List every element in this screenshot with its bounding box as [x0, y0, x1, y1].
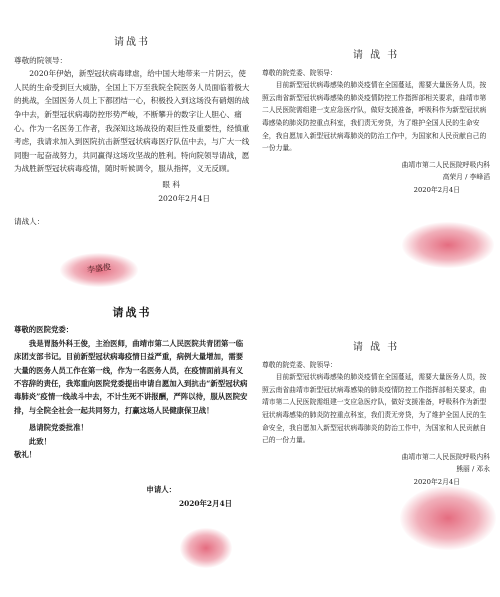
date: 2020年2月4日	[413, 185, 460, 194]
department: 眼 科	[162, 179, 180, 189]
letter-body: 目前新型冠状病毒感染的肺炎疫情在全国蔓延，需要大量医务人员，按照云南省曲靖市新型冠状病毒感染的肺炎疫情防控工作指挥部相关要求，曲靖市第二人民医院需组建一支应急医疗队，做好支援准备，呼吸科作为新型冠状病毒感染的肺炎防控重点科室，我们责无旁贷，为了维护全国人民的生命安全，我自愿加入新型冠状病毒肺炎的防治工作中，为国家和人民贡献自己的一份力量。	[262, 373, 487, 445]
closing-salute: 敬礼！	[14, 450, 37, 460]
closing-ci-zhi: 此致！	[28, 436, 51, 446]
letter-title: 请战书	[114, 37, 150, 48]
signature-fingerprint	[180, 528, 232, 568]
letter-bottom-left	[14, 306, 250, 510]
organization: 曲靖市第二人民医院呼吸内科	[401, 160, 490, 169]
applicant-label: 申请人：	[146, 485, 176, 495]
letter-title: 请 战 书	[352, 342, 400, 353]
closing-request: 恳请院党委批准！	[28, 423, 88, 433]
fingerprint-stamp	[400, 486, 496, 550]
organization: 曲靖市第二人民医院呼吸内科	[401, 452, 490, 461]
date: 2020年2月4日	[178, 498, 232, 508]
letter-body: 目前新型冠状病毒感染的肺炎疫情在全国蔓延，需要大量医务人员，按照云南省新型冠状病毒感染的肺炎疫情防控工作指挥部相关要求，曲靖市第二人民医院需组建一支应急医疗队，做好支援准备，呼吸科作为新型冠状病毒感染的肺炎防控重点科室，我们责无旁贷，为了维护全国人民的生命安全，我自愿加入新型冠状病毒肺炎的防治工作中，为国家和人民贡献自己的一份力量。	[262, 81, 487, 153]
fingerprint-stamp	[402, 222, 494, 268]
letter-title: 请战书	[112, 306, 152, 319]
date: 2020年2月4日	[158, 193, 210, 203]
letter-top-left	[14, 36, 250, 229]
salutation: 尊敬的院党委、院领导：	[262, 68, 337, 77]
letter-body: 2020年伊始，新型冠状病毒肆虐，给中国大地带来一片阴云，使人民的生命受到巨大威胁，全国上下万至我院全院医务人员面临着极大的挑战，全国医务人员上下都团结一心，积极投入到这场没有硝烟的战争中去，新型冠状病毒防控形势严峻，不断攀升的数字让人胆心、痛心。作为一名医务工作者，我深知这场战役的艰巨性及重要性，经慎重考虑，我请求加入到医院抗击新型冠状病毒医疗队伍中去，与广大一线同胞一起奋战努力，共同赢得这场攻坚战的胜利。特向院领导请战，愿为战胜新型冠状病毒疫情，随时听候调令，服从指挥，义无反顾。	[14, 69, 250, 174]
signers: 熊丽 / 邓永	[456, 465, 490, 474]
signature-fingerprint: 李盛俊	[60, 253, 138, 287]
letter-bottom-right	[262, 342, 490, 489]
letter-body: 我是胃肠外科王俊，主治医师，曲靖市第二人民医院共青团第一临床团支部书记。目前新型冠状病毒疫情日益严重，病例大量增加，需要大量的医务人员工作在第一线，作为一名医务人员，在疫情面前具有义不容辞的责任，我郑重向医院党委提出申请自愿加入到抗击“新型冠状病毒肺炎”疫情一线战斗中去，不计生死不讲报酬，严阵以待，服从医院安排，与全院全社会一起共同努力，打赢这场人民健康保卫战！	[14, 338, 248, 415]
salutation: 尊敬的院党委、院领导：	[262, 360, 337, 369]
date: 2020年2月4日	[413, 477, 460, 486]
salutation: 尊敬的院领导：	[14, 55, 68, 65]
letter-title: 请 战 书	[352, 50, 400, 61]
letter-top-right	[262, 50, 490, 197]
signers: 高荣月 / 李峰滔	[442, 173, 490, 182]
applicant-label: 请战人：	[14, 217, 45, 227]
salutation: 尊敬的医院党委：	[14, 325, 74, 335]
